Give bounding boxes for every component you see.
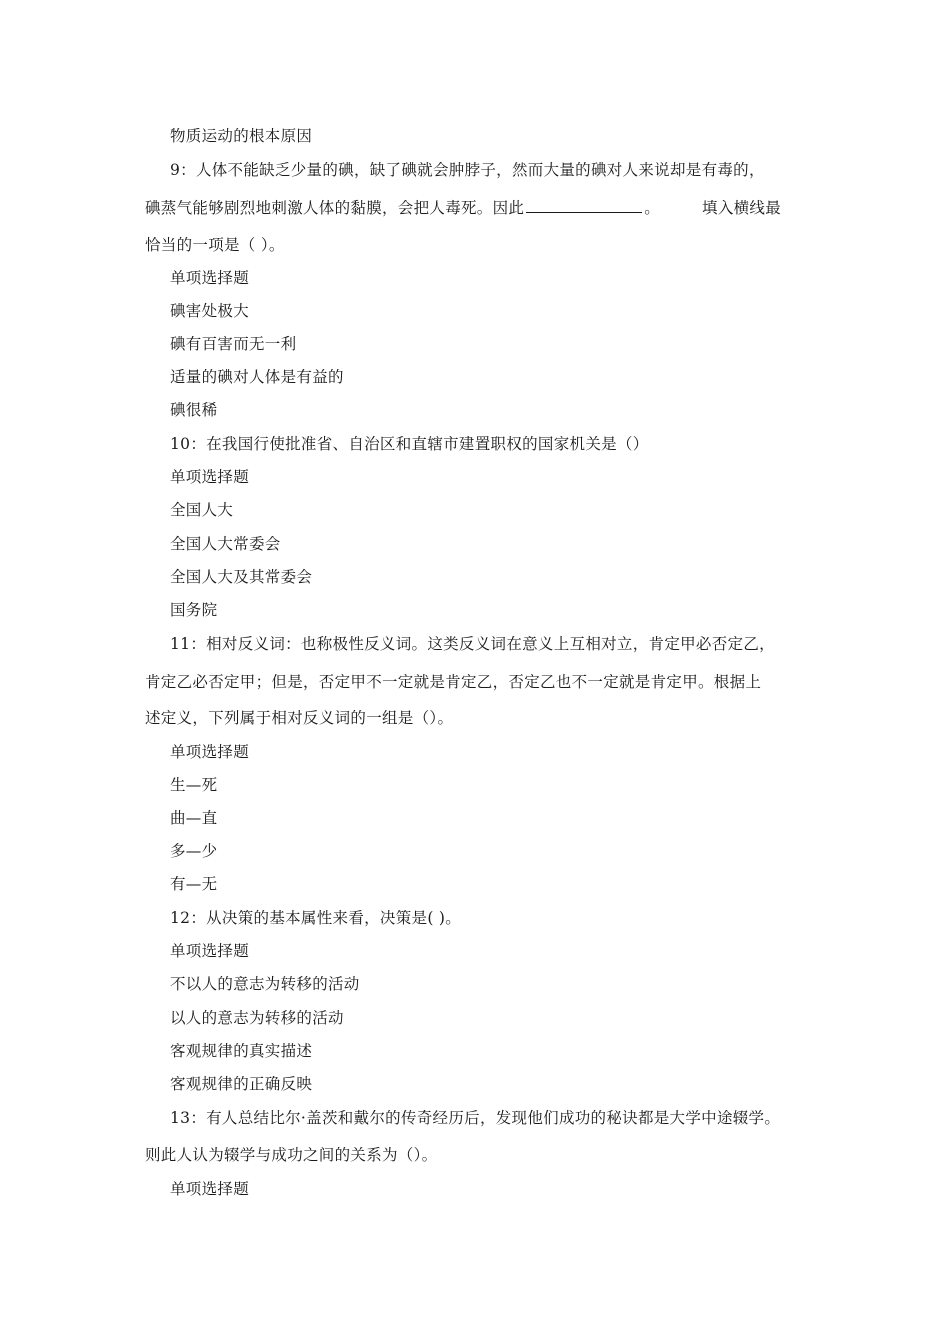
q12-type: 单项选择题: [170, 942, 250, 960]
q9-stem-line2-text: 碘蒸气能够剧烈地刺激人体的黏膜，会把人毒死。因此: [145, 199, 525, 217]
q11-stem-line3: 述定义，下列属于相对反义词的一组是（）。: [145, 709, 454, 727]
q10-type: 单项选择题: [170, 468, 250, 486]
q12-option-a: 不以人的意志为转移的活动: [170, 975, 360, 993]
q9-period: 。: [644, 199, 661, 217]
q11-stem-line1: 11：相对反义词：也称极性反义词。这类反义词在意义上互相对立，肯定甲必否定乙，: [170, 635, 775, 653]
q10-option-c: 全国人大及其常委会: [170, 568, 313, 586]
q10-option-a: 全国人大: [170, 501, 234, 519]
q11-option-c: 多—少: [170, 842, 218, 860]
q9-stem-line2: [145, 198, 825, 218]
intro-line: 物质运动的根本原因: [170, 127, 313, 145]
q9-instruction: 填入横线最: [702, 199, 782, 217]
q11-stem-line2: 肯定乙必否定甲；但是，否定甲不一定就是肯定乙，否定乙也不一定就是肯定甲。根据上: [145, 673, 762, 691]
q10-option-d: 国务院: [170, 601, 218, 619]
q9-type: 单项选择题: [170, 269, 250, 287]
q11-type: 单项选择题: [170, 743, 250, 761]
q9-option-c: 适量的碘对人体是有益的: [170, 368, 344, 386]
q12-option-d: 客观规律的正确反映: [170, 1075, 313, 1093]
q9-option-b: 碘有百害而无一利: [170, 335, 297, 353]
q13-stem-line1: 13：有人总结比尔·盖茨和戴尔的传奇经历后，发现他们成功的秘诀都是大学中途辍学。: [170, 1109, 781, 1127]
q9-option-d: 碘很稀: [170, 401, 218, 419]
q9-stem-line3: 恰当的一项是（ ）。: [145, 236, 285, 254]
q13-stem-line2: 则此人认为辍学与成功之间的关系为（）。: [145, 1146, 438, 1164]
fill-in-blank: [526, 198, 642, 213]
q11-option-b: 曲—直: [170, 809, 218, 827]
q12-option-c: 客观规律的真实描述: [170, 1042, 313, 1060]
q10-stem-line1: 10：在我国行使批准省、自治区和直辖市建置职权的国家机关是（）: [170, 435, 649, 453]
q12-stem-line1: 12：从决策的基本属性来看，决策是( )。: [170, 909, 462, 927]
q13-type: 单项选择题: [170, 1180, 250, 1198]
q9-option-a: 碘害处极大: [170, 302, 250, 320]
q10-option-b: 全国人大常委会: [170, 535, 281, 553]
q11-option-a: 生—死: [170, 776, 218, 794]
q9-stem-line1: 9：人体不能缺乏少量的碘，缺了碘就会肿脖子，然而大量的碘对人来说却是有毒的，: [170, 161, 765, 179]
q11-option-d: 有—无: [170, 875, 218, 893]
q12-option-b: 以人的意志为转移的活动: [170, 1009, 344, 1027]
